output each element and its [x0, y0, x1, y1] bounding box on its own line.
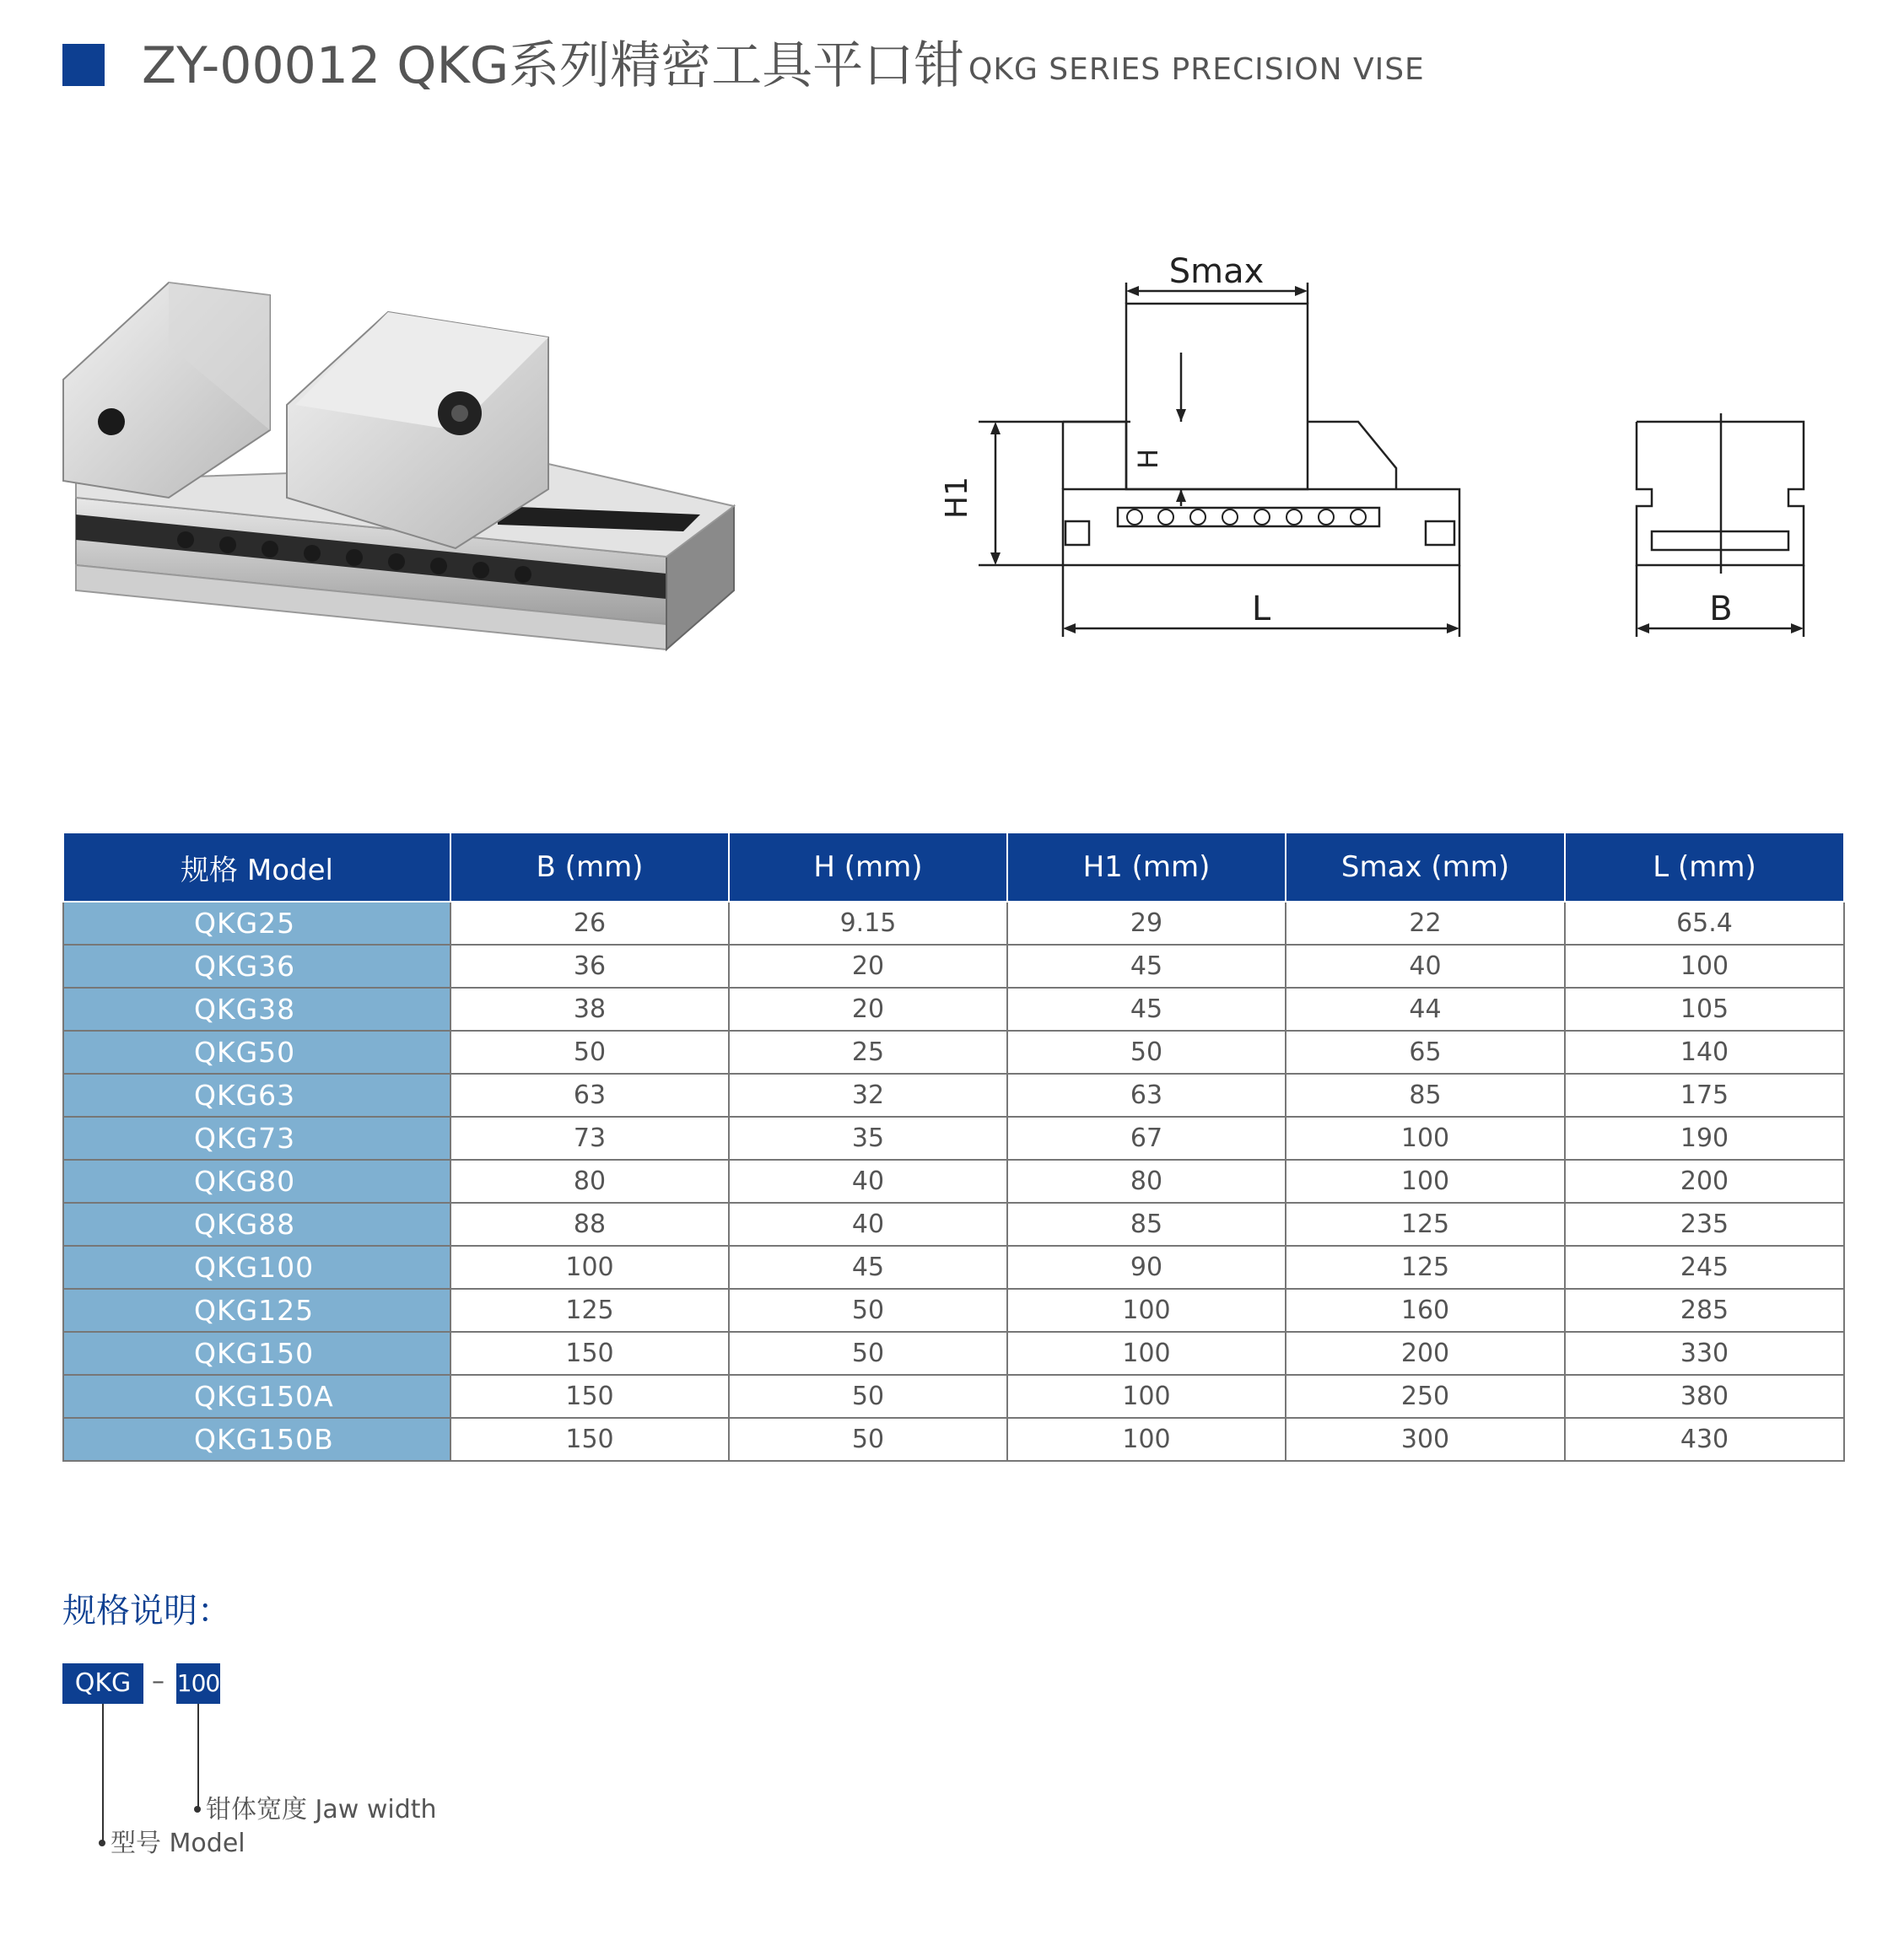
- cell-l: 100: [1565, 945, 1844, 988]
- cell-model: QKG150B: [63, 1418, 450, 1461]
- cell-h1: 45: [1007, 945, 1286, 988]
- cell-h: 25: [729, 1031, 1007, 1074]
- cell-model: QKG73: [63, 1117, 450, 1160]
- table-row: [63, 1246, 1844, 1289]
- cell-l: 65.4: [1565, 902, 1844, 945]
- col-header-h: H (mm): [729, 833, 1007, 902]
- cell-b: 150: [450, 1375, 729, 1418]
- cell-model: QKG63: [63, 1074, 450, 1117]
- cell-model: QKG150A: [63, 1375, 450, 1418]
- cell-model: QKG150: [63, 1332, 450, 1375]
- code-number-box: 100: [176, 1663, 220, 1704]
- cell-h1: 90: [1007, 1246, 1286, 1289]
- vise-dimension-drawing: [936, 253, 1839, 649]
- table-row: [63, 988, 1844, 1031]
- cell-smax: 65: [1286, 1031, 1565, 1074]
- model-dot: [99, 1840, 105, 1846]
- cell-model: QKG50: [63, 1031, 450, 1074]
- cell-b: 150: [450, 1332, 729, 1375]
- table-row: [63, 1375, 1844, 1418]
- cell-smax: 100: [1286, 1160, 1565, 1203]
- cell-b: 36: [450, 945, 729, 988]
- cell-l: 175: [1565, 1074, 1844, 1117]
- col-header-b: B (mm): [450, 833, 729, 902]
- col-header-l: L (mm): [1565, 833, 1844, 902]
- col-header-smax: Smax (mm): [1286, 833, 1565, 902]
- dim-smax-label: Smax: [1168, 253, 1265, 291]
- page-title: ZY-00012 QKG系列精密工具平口钳: [142, 36, 965, 95]
- table-row: [63, 945, 1844, 988]
- cell-h1: 29: [1007, 902, 1286, 945]
- table-row: [63, 1074, 1844, 1117]
- code-prefix-box: QKG: [62, 1663, 143, 1704]
- table-row: [63, 1031, 1844, 1074]
- cell-smax: 250: [1286, 1375, 1565, 1418]
- cell-smax: 160: [1286, 1289, 1565, 1332]
- model-label: 型号 Model: [111, 1829, 245, 1858]
- cell-h: 45: [729, 1246, 1007, 1289]
- cell-smax: 300: [1286, 1418, 1565, 1461]
- dim-h1-label: H1: [940, 477, 974, 519]
- table-row: [63, 1418, 1844, 1461]
- dim-b-label: B: [1709, 590, 1733, 628]
- cell-model: QKG125: [63, 1289, 450, 1332]
- cell-h: 20: [729, 945, 1007, 988]
- cell-b: 150: [450, 1418, 729, 1461]
- cell-b: 63: [450, 1074, 729, 1117]
- cell-smax: 44: [1286, 988, 1565, 1031]
- header-square-icon: [62, 44, 105, 86]
- cell-smax: 200: [1286, 1332, 1565, 1375]
- cell-h1: 100: [1007, 1375, 1286, 1418]
- cell-l: 285: [1565, 1289, 1844, 1332]
- cell-l: 245: [1565, 1246, 1844, 1289]
- cell-model: QKG80: [63, 1160, 450, 1203]
- cell-l: 430: [1565, 1418, 1844, 1461]
- cell-model: QKG36: [63, 945, 450, 988]
- cell-h1: 50: [1007, 1031, 1286, 1074]
- cell-l: 140: [1565, 1031, 1844, 1074]
- cell-h1: 67: [1007, 1117, 1286, 1160]
- cell-h1: 80: [1007, 1160, 1286, 1203]
- cell-model: QKG100: [63, 1246, 450, 1289]
- cell-h: 50: [729, 1289, 1007, 1332]
- table-row: [63, 1160, 1844, 1203]
- jaw-width-dot: [194, 1806, 201, 1813]
- table-row: [63, 1289, 1844, 1332]
- cell-h: 50: [729, 1332, 1007, 1375]
- cell-b: 100: [450, 1246, 729, 1289]
- cell-h1: 63: [1007, 1074, 1286, 1117]
- cell-h: 9.15: [729, 902, 1007, 945]
- cell-h: 35: [729, 1117, 1007, 1160]
- cell-h1: 100: [1007, 1332, 1286, 1375]
- table-header-row: [63, 833, 1844, 902]
- cell-b: 88: [450, 1203, 729, 1246]
- cell-h: 50: [729, 1375, 1007, 1418]
- cell-h: 50: [729, 1418, 1007, 1461]
- table-row: [63, 902, 1844, 945]
- vise-product-image: [59, 278, 768, 717]
- cell-smax: 40: [1286, 945, 1565, 988]
- spec-table: [62, 833, 1845, 1462]
- cell-l: 330: [1565, 1332, 1844, 1375]
- cell-h: 40: [729, 1203, 1007, 1246]
- cell-b: 50: [450, 1031, 729, 1074]
- cell-h1: 85: [1007, 1203, 1286, 1246]
- cell-h: 40: [729, 1160, 1007, 1203]
- cell-smax: 100: [1286, 1117, 1565, 1160]
- table-row: [63, 1332, 1844, 1375]
- cell-h1: 100: [1007, 1289, 1286, 1332]
- cell-h: 20: [729, 988, 1007, 1031]
- table-row: [63, 1203, 1844, 1246]
- cell-l: 235: [1565, 1203, 1844, 1246]
- cell-model: QKG38: [63, 988, 450, 1031]
- cell-l: 380: [1565, 1375, 1844, 1418]
- cell-b: 38: [450, 988, 729, 1031]
- cell-smax: 85: [1286, 1074, 1565, 1117]
- table-row: [63, 1117, 1844, 1160]
- cell-h1: 100: [1007, 1418, 1286, 1461]
- cell-h: 32: [729, 1074, 1007, 1117]
- dim-h-label: H: [1132, 448, 1164, 470]
- dim-l-label: L: [1251, 590, 1271, 628]
- col-header-model: 规格 Model: [63, 833, 450, 902]
- jaw-width-label: 钳体宽度 Jaw width: [206, 1795, 437, 1824]
- cell-h1: 45: [1007, 988, 1286, 1031]
- cell-smax: 125: [1286, 1246, 1565, 1289]
- cell-smax: 22: [1286, 902, 1565, 945]
- cell-l: 105: [1565, 988, 1844, 1031]
- page-subtitle: QKG SERIES PRECISION VISE: [968, 52, 1425, 87]
- cell-model: QKG25: [63, 902, 450, 945]
- cell-l: 200: [1565, 1160, 1844, 1203]
- cell-l: 190: [1565, 1117, 1844, 1160]
- cell-b: 26: [450, 902, 729, 945]
- col-header-h1: H1 (mm): [1007, 833, 1286, 902]
- cell-b: 80: [450, 1160, 729, 1203]
- cell-smax: 125: [1286, 1203, 1565, 1246]
- code-dash: –: [152, 1667, 165, 1696]
- notes-title: 规格说明：: [62, 1592, 231, 1630]
- cell-b: 73: [450, 1117, 729, 1160]
- cell-model: QKG88: [63, 1203, 450, 1246]
- model-leader-line: [102, 1704, 104, 1842]
- cell-b: 125: [450, 1289, 729, 1332]
- jaw-width-leader-line: [197, 1704, 199, 1808]
